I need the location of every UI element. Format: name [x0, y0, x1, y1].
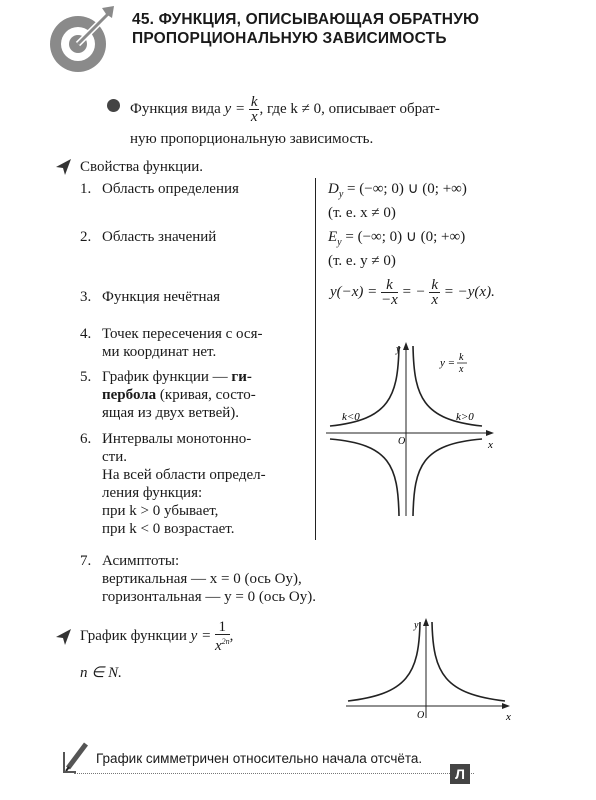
graph2-text: График функции y = $\frac{1}{x^{2n}}$ , [80, 619, 234, 654]
pointer-arrow-icon [54, 158, 72, 176]
graph1-x-label: x [488, 439, 493, 451]
graph1-k-neg: k<0 [342, 411, 360, 423]
footer-note: График симметричен относительно начала отсчёта. [96, 751, 423, 766]
table-divider [315, 178, 316, 540]
publisher-logo: Л [450, 764, 470, 784]
graph1-func-num: k [459, 352, 464, 363]
pointer-arrow-icon [54, 628, 72, 646]
property-3-formula: y(−x) = $\frac{k}{-x}$ = − $\frac{k}{x}$ = −y(x). [330, 277, 495, 308]
property-7: 7. Асимптоты: вертикальная — x = 0 (ось Oy), горизонтальная — y = 0 (ось Oy). [80, 553, 317, 605]
graph1-k-pos: k>0 [456, 411, 474, 423]
graph1-origin: O [398, 436, 406, 447]
bullet-icon [107, 99, 120, 112]
graph2-x-label: x [506, 711, 511, 723]
property-1-value: $D_y$ = (−∞; 0) ∪ (0; +∞) (т. е. x ≠ 0) [328, 181, 467, 221]
intro-fraction: $\frac{k}{x}$ [250, 94, 258, 125]
property-4: 4. Точек пересечения с ося- ми координат нет. [80, 326, 263, 360]
properties-heading: Свойства функции. [80, 159, 204, 175]
graph2-n-condition: n ∈ N. [80, 665, 122, 681]
target-arrow-icon [42, 4, 122, 76]
property-5: 5. График функции — ги- пербола (кривая, состо- ящая из двух ветвей). [80, 369, 256, 421]
footer-rule [74, 773, 474, 774]
page-title [132, 10, 572, 48]
graph2-origin: O [417, 710, 425, 721]
property-1: 1. Область определения [80, 181, 239, 197]
graph1-func-den: x [459, 364, 464, 375]
power-function-graph [340, 614, 520, 724]
title-line-1: 45. ФУНКЦИЯ, ОПИСЫВАЮЩАЯ ОБРАТНУЮ [132, 11, 480, 28]
pencil-icon [62, 738, 92, 774]
property-2: 2. Область значений [80, 229, 217, 245]
property-2-value: $E_y$ = (−∞; 0) ∪ (0; +∞) (т. е. y ≠ 0) [328, 229, 466, 269]
intro-line-2: ную пропорциональную зависимость. [130, 131, 374, 147]
property-3: 3. Функция нечётная [80, 289, 221, 305]
graph1-y-label: y [396, 344, 401, 355]
graph2-y-label: y [414, 620, 419, 631]
graph1-func-label: y = [440, 357, 456, 369]
title-line-2: ПРОПОРЦИОНАЛЬНУЮ ЗАВИСИМОСТЬ [132, 30, 447, 47]
hyperbola-graph [322, 336, 512, 522]
intro-line-1: Функция вида y = $\frac{k}{x}$ , где k ≠ 0, описывает обрат- [130, 94, 440, 125]
property-6: 6. Интервалы монотонно- сти. На всей области определ- ления функция: при k > 0 убывает, при k < 0 возрастает. [80, 431, 266, 537]
